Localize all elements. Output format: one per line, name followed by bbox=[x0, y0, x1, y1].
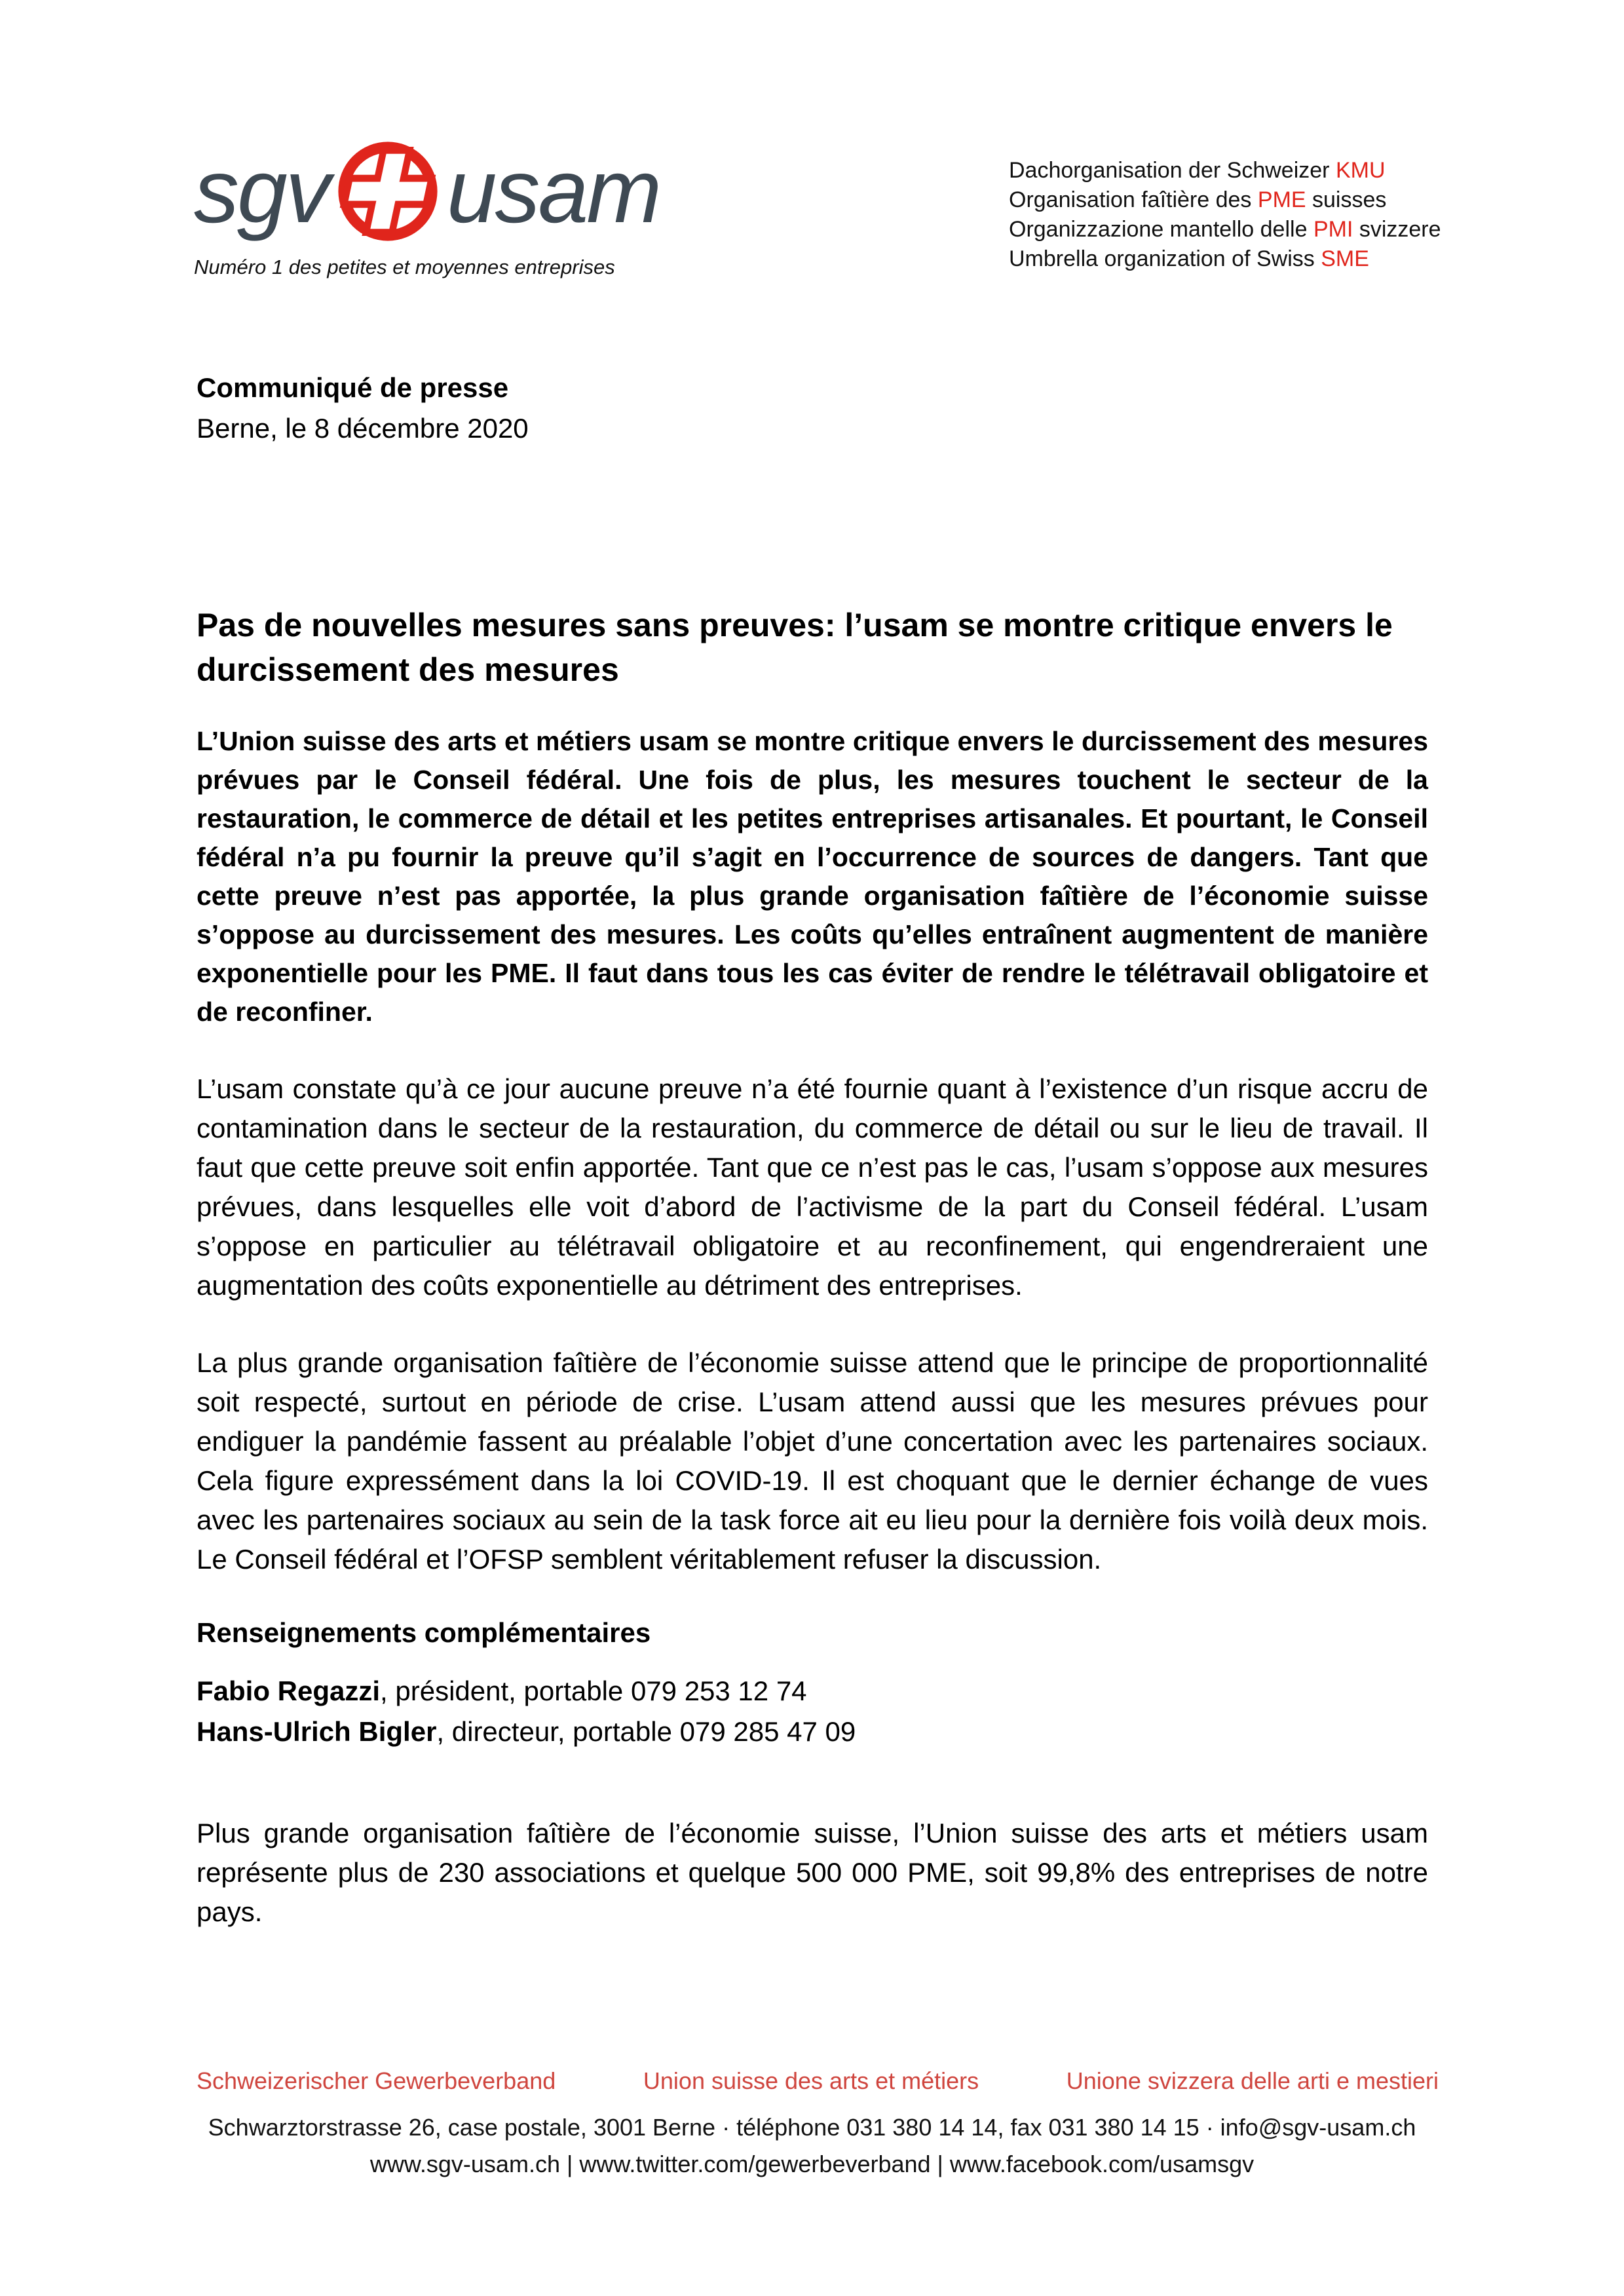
sgv-usam-logo bbox=[194, 136, 660, 279]
contact-president bbox=[197, 1671, 1428, 1712]
org-line-de bbox=[1009, 156, 1441, 185]
org-line-text: Organizzazione mantello delle bbox=[1009, 217, 1313, 242]
footer-address: Schwarztorstrasse 26, case postale, 3001 Berne · téléphone 031 380 14 14, fax 031 380 14 15 · info@sgv-usam.ch bbox=[208, 2114, 1416, 2141]
logo-text-usam: usam bbox=[446, 141, 660, 242]
logo-text-sgv: sgv bbox=[194, 141, 329, 242]
contacts-heading: Renseignements complémentaires bbox=[197, 1617, 651, 1648]
org-line-it bbox=[1009, 215, 1441, 244]
footer-org-fr: Union suisse des arts et métiers bbox=[643, 2067, 979, 2094]
contact-details: , directeur, portable 079 285 47 09 bbox=[436, 1716, 856, 1747]
logo-row bbox=[194, 136, 660, 246]
contact-details: , président, portable 079 253 12 74 bbox=[380, 1675, 807, 1706]
dateline: Berne, le 8 décembre 2020 bbox=[197, 413, 529, 444]
org-line-text: Dachorganisation der Schweizer bbox=[1009, 158, 1336, 183]
footer-links: www.sgv-usam.ch | www.twitter.com/gewerbeverband | www.facebook.com/usamsgv bbox=[369, 2151, 1255, 2177]
page-title: Pas de nouvelles mesures sans preuves: l’usam se montre critique envers le durcissement des mesures bbox=[197, 607, 1393, 688]
contact-director bbox=[197, 1712, 1428, 1752]
body-paragraph-2: La plus grande organisation faîtière de l’économie suisse attend que le principe de proportionnalité soit respecté, surtout en période de crise. L’usam attend aussi que les mesures prévues pour endiguer la pandémie fassent au préalable l’objet d’une concertation avec les partenaires sociaux. Cela figure expressément dans la loi COVID-19. Il est choquant que le dernier échange de vues avec les partenaires sociaux au sein de la task force ait eu lieu pour la dernière fois voilà deux mois. Le Conseil fédéral et l’OFSP semblent véritablement refuser la discussion. bbox=[197, 1347, 1428, 1575]
org-names-block bbox=[1009, 156, 1441, 274]
org-line-acronym: PME bbox=[1257, 187, 1306, 212]
footer-org-names bbox=[197, 2067, 1439, 2095]
swiss-cross-circle-icon bbox=[333, 136, 443, 246]
contact-name: Hans-Ulrich Bigler bbox=[197, 1716, 437, 1747]
contact-name: Fabio Regazzi bbox=[197, 1675, 381, 1706]
org-line-suffix: svizzere bbox=[1353, 217, 1441, 242]
org-line-fr bbox=[1009, 185, 1441, 215]
org-line-en bbox=[1009, 244, 1441, 274]
org-line-acronym: SME bbox=[1321, 246, 1369, 271]
document-type-label: Communiqué de presse bbox=[197, 372, 509, 403]
org-line-text: Organisation faîtière des bbox=[1009, 187, 1258, 212]
org-line-text: Umbrella organization of Swiss bbox=[1009, 246, 1321, 271]
main-content bbox=[197, 603, 1428, 1752]
org-line-suffix: suisses bbox=[1306, 187, 1387, 212]
logo-tagline: Numéro 1 des petites et moyennes entreprises bbox=[194, 256, 615, 278]
footer-org-it: Unione svizzera delle arti e mestieri bbox=[1066, 2067, 1439, 2094]
boilerplate-paragraph: Plus grande organisation faîtière de l’économie suisse, l’Union suisse des arts et métiers usam représente plus de 230 associations et quelque 500 000 PME, soit 99,8% des entreprises de notre pays. bbox=[197, 1818, 1428, 1927]
body-paragraph-1: L’usam constate qu’à ce jour aucune preuve n’a été fournie quant à l’existence d’un risque accru de contamination dans le secteur de la restauration, du commerce de détail ou sur le lieu de travail. Il faut que cette preuve soit enfin apportée. Tant que ce n’est pas le cas, l’usam s’oppose aux mesures prévues, dans lesquelles elle voit d’abord de l’activisme de la part du Conseil fédéral. L’usam s’oppose en particulier au télétravail obligatoire et au reconfinement, qui engendreraient une augmentation des coûts exponentielle au détriment des entreprises. bbox=[197, 1073, 1428, 1301]
org-line-acronym: KMU bbox=[1335, 158, 1386, 183]
footer-org-de: Schweizerischer Gewerbeverband bbox=[197, 2067, 556, 2094]
org-line-acronym: PMI bbox=[1313, 217, 1353, 242]
lead-paragraph: L’Union suisse des arts et métiers usam se montre critique envers le durcissement des mesures prévues par le Conseil fédéral. Une fois de plus, les mesures touchent le secteur de la restauration, le commerce de détail et les petites entreprises artisanales. Et pourtant, le Conseil fédéral n’a pu fournir la preuve qu’il s’agit en l’occurrence de sources de dangers. Tant que cette preuve n’est pas apportée, la plus grande organisation faîtière de l’économie suisse s’oppose au durcissement des mesures. Les coûts qu’elles entraînent augmentent de manière exponentielle pour les PME. Il faut dans tous les cas éviter de rendre le télétravail obligatoire et de reconfiner. bbox=[197, 726, 1428, 1027]
